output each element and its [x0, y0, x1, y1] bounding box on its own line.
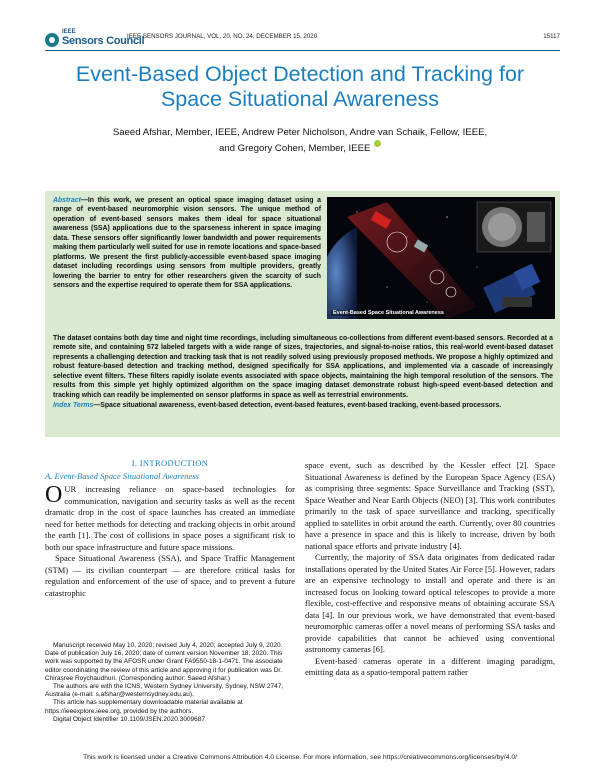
header-rule — [45, 50, 560, 51]
intro-paragraph-5: Event-based cameras operate in a different imaging paradigm, emitting data as a spatio-temporal pattern rather — [305, 655, 555, 677]
figure-caption: Event-Based Space Situational Awareness — [333, 310, 444, 316]
left-column — [45, 458, 295, 599]
abstract-part-2: The dataset contains both day time and night time recordings, including simultaneous co-collections from different event-based sensors. Recorded at a remote site, and containing 572 labeled targets with a wide range of sizes, trajectories, and signal-to-noise ratios, this real-world event-based dataset represents a challenging detection and tracking task that is not readily solved using previously proposed methods. We propose a highly optimized and robust feature-based detection and tracking method, designed specifically for SSA applications, and implemented via a cascade of increasingly selective event filters. These filters rapidly isolate events associated with space objects, maintaining the high temporal resolution of the sensors. The results from this simple yet highly optimized algorithm on the space imaging dataset demonstrate robust high-speed event-based detection and tracking which can readily be implemented on sensor platforms in space as well as terrestrial environments. — [53, 335, 553, 399]
abstract-continuation — [53, 334, 553, 411]
authors-line-1-text: Saeed Afshar, Member, IEEE, Andrew Peter Nicholson, Andre van Schaik, Fellow, IEEE, — [112, 127, 488, 138]
license-notice: This work is licensed under a Creative Commons Attribution 4.0 License. For more information, see https://creativecommons.org/licenses/by/4.0/ — [82, 754, 518, 761]
subsection-heading: A. Event-Based Space Situational Awareness — [45, 470, 199, 481]
page-header — [45, 28, 560, 50]
logo-council-text: Sensors Council — [62, 35, 145, 47]
authors-line-2-text: and Gregory Cohen, Member, IEEE — [218, 143, 371, 155]
index-terms: —Space situational awareness, event-based detection, event-based features, event-based tracking, event-based processors. — [93, 402, 502, 410]
intro-paragraph-1 — [45, 484, 295, 553]
graphical-abstract-figure — [327, 197, 555, 319]
intro-paragraph-3: space event, such as described by the Kessler effect [2]. Space Situational Awareness is defined by the European Space Agency (ESA) as comprising three segments: Space Surveillance and Tracking (SST), Space Weather and Near Earth Objects (NEO) [3]. This work contributes primarily to the task of space surveillance and tracking, specifically applied to satellites in orbit around the earth. Currently, over 80 countries have a presence in space and this is likely to increase, driven by both national space efforts and private industry [4]. — [305, 460, 555, 551]
footnote-doi: Digital Object Identifier 10.1109/JSEN.2020.3009687 — [53, 715, 206, 723]
footnote-supplementary: This article has supplementary downloadable material available at https://ieeexplore.ieee.org, provided by the authors. — [45, 699, 243, 715]
intro-paragraph-1-text: UR increasing reliance on space-based technologies for communication, navigation and security tasks as well as the recent dramatic drop in the cost of space launches has created an immediate need for better methods for detecting and tracking objects in orbit around the earth [1]. The cost of collisions in space poses a significant risk to both our space infrastructure and future space missions. — [45, 484, 295, 552]
logo-ieee-text: IEEE — [62, 29, 76, 35]
abstract-label: Abstract — [53, 197, 81, 204]
author-list — [40, 126, 560, 156]
authors-line-2 — [40, 140, 560, 156]
title-line-2: Space Situational Awareness — [160, 87, 440, 111]
first-page-footnote — [45, 642, 295, 724]
section-heading: I. INTRODUCTION — [131, 458, 209, 468]
drop-cap: O — [45, 482, 63, 508]
index-terms-label: Index Terms — [53, 402, 94, 410]
footnote-manuscript: Manuscript received May 10, 2020; revised July 4, 2020; accepted July 9, 2020. Date of publication July 16, 2020; date of current version November 18, 2020. This work was supported by the AFOSR under Grant FA9550-18-1-0471. The associate editor coordinating the review of this article and approving it for publication was Dr. Chirasree Roychaudhuri. (Corresponding author: Saeed Afshar.) — [45, 642, 283, 682]
orcid-icon[interactable] — [374, 140, 381, 147]
intro-paragraph-4: Currently, the majority of SSA data originates from dedicated radar installations operated by the United States Air Force [5]. However, radars are an expensive technology to install and operate and there is an increased focus on looking toward optical telescopes to provide a more flexible, cost-effective and responsive means of obtaining accurate SSA data [4]. In our previous work, we have demonstrated that event-based neuromorphic cameras offer a novel means of performing SSA tasks and provide capabilities that cannot be achieved using conventional astronomy cameras [6]. — [305, 552, 555, 654]
paper-title — [40, 62, 560, 112]
abstract-text — [53, 196, 321, 291]
authors-line-1 — [40, 126, 560, 140]
title-line-1: Event-Based Object Detection and Tracking for — [75, 62, 525, 86]
right-column — [305, 460, 555, 679]
journal-line: IEEE SENSORS JOURNAL, VOL. 20, NO. 24, DECEMBER 15, 2020 — [127, 33, 318, 40]
figure-illustration — [327, 197, 555, 319]
intro-paragraph-2: Space Situational Awareness (SSA), and Space Traffic Management (STM) — its civilian counterpart — are therefore critical tasks for regulation and enforcement of the use of space, and to prevent a future catastrophic — [45, 553, 295, 598]
abstract-part-1: —In this work, we present an optical space imaging dataset using a range of event-based neuromorphic vision sensors. The unique method of operation of event-based sensors makes them ideal for space situational awareness (SSA) applications due to the sparseness inherent in space imaging data. These sensors offer significantly lower bandwidth and power requirements making them particularly well suited for use in remote locations and space-based platforms. We present the first publicly-accessible event-based space imaging dataset including recordings using sensors from multiple providers, greatly lowering the barrier to entry for other researchers given the scarcity of such sensors and the expertise required to operate them for SSA applications. — [53, 197, 321, 290]
footnote-affiliation: The authors are with the ICNS, Western Sydney University, Sydney, NSW 2747, Australia (e-mail: s.afshar@westernsydney.edu.au). — [45, 683, 284, 699]
logo-mark-icon — [45, 33, 59, 47]
page-number: 15117 — [543, 33, 560, 40]
